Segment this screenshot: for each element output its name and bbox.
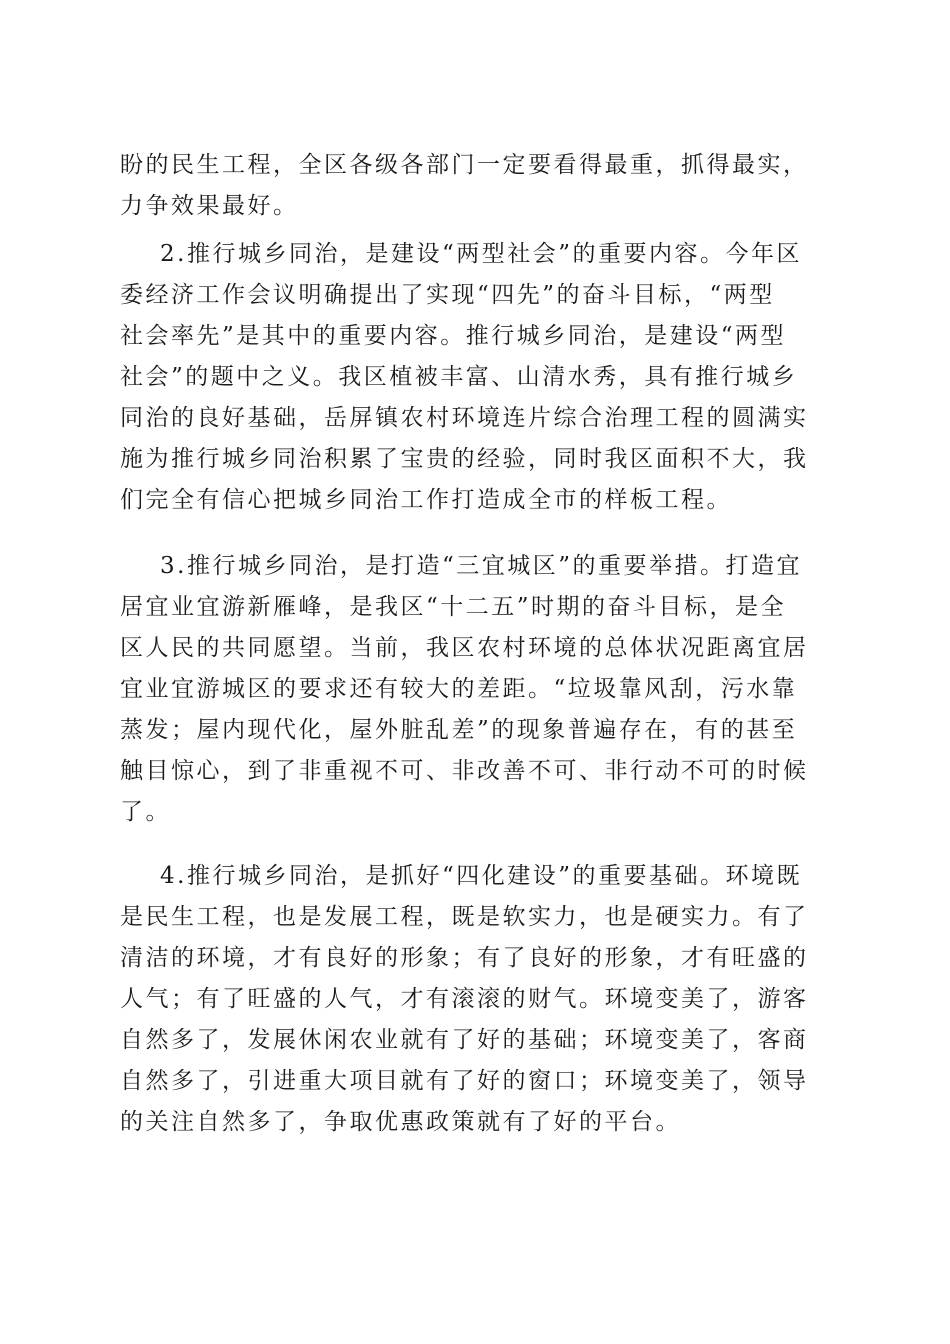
text-line: 区人民的共同愿望。当前，我区农村环境的总体状况距离宜居 <box>120 635 809 661</box>
text-line: 蒸发；屋内现代化，屋外脏乱差”的现象普遍存在，有的甚至 <box>120 717 798 743</box>
paragraph-4 <box>120 856 830 1143</box>
text-line: 盼的民生工程，全区各级各部门一定要看得最重，抓得最实， <box>120 152 809 178</box>
text-line: 自然多了，发展休闲农业就有了好的基础；环境变美了，客商 <box>120 1027 809 1053</box>
text-line: 们完全有信心把城乡同治工作打造成全市的样板工程。 <box>120 487 732 513</box>
text-line: 社会率先”是其中的重要内容。推行城乡同治，是建设“两型 <box>120 323 787 349</box>
text-line: 同治的良好基础，岳屏镇农村环境连片综合治理工程的圆满实 <box>120 405 809 431</box>
text-line: 居宜业宜游新雁峰，是我区“十二五”时期的奋斗目标，是全 <box>120 594 787 620</box>
text-line: 4.推行城乡同治，是抓好“四化建设”的重要基础。环境既 <box>160 863 802 889</box>
text-line: 施为推行城乡同治积累了宝贵的经验，同时我区面积不大，我 <box>120 446 809 472</box>
text-line: 人气；有了旺盛的人气，才有滚滚的财气。环境变美了，游客 <box>120 986 809 1012</box>
text-line: 触目惊心，到了非重视不可、非改善不可、非行动不可的时候 <box>120 758 809 784</box>
paragraph-2 <box>120 234 830 521</box>
text-line: 3.推行城乡同治，是打造“三宜城区”的重要举措。打造宜 <box>160 553 802 579</box>
text-line: 委经济工作会议明确提出了实现“四先”的奋斗目标，“两型 <box>120 282 775 308</box>
text-line: 是民生工程，也是发展工程，既是软实力，也是硬实力。有了 <box>120 904 809 930</box>
text-line: 社会”的题中之义。我区植被丰富、山清水秀，具有推行城乡 <box>120 364 798 390</box>
text-line: 力争效果最好。 <box>120 193 299 219</box>
text-line: 宜业宜游城区的要求还有较大的差距。“垃圾靠风刮，污水靠 <box>120 676 798 702</box>
text-line: 自然多了，引进重大项目就有了好的窗口；环境变美了，领导 <box>120 1068 809 1094</box>
paragraph-continuation <box>120 145 830 227</box>
text-line: 2.推行城乡同治，是建设“两型社会”的重要内容。今年区 <box>160 241 802 267</box>
text-line: 的关注自然多了，争取优惠政策就有了好的平台。 <box>120 1109 681 1135</box>
paragraph-3 <box>120 546 830 833</box>
text-line: 了。 <box>120 799 171 825</box>
text-line: 清洁的环境，才有良好的形象；有了良好的形象，才有旺盛的 <box>120 945 809 971</box>
